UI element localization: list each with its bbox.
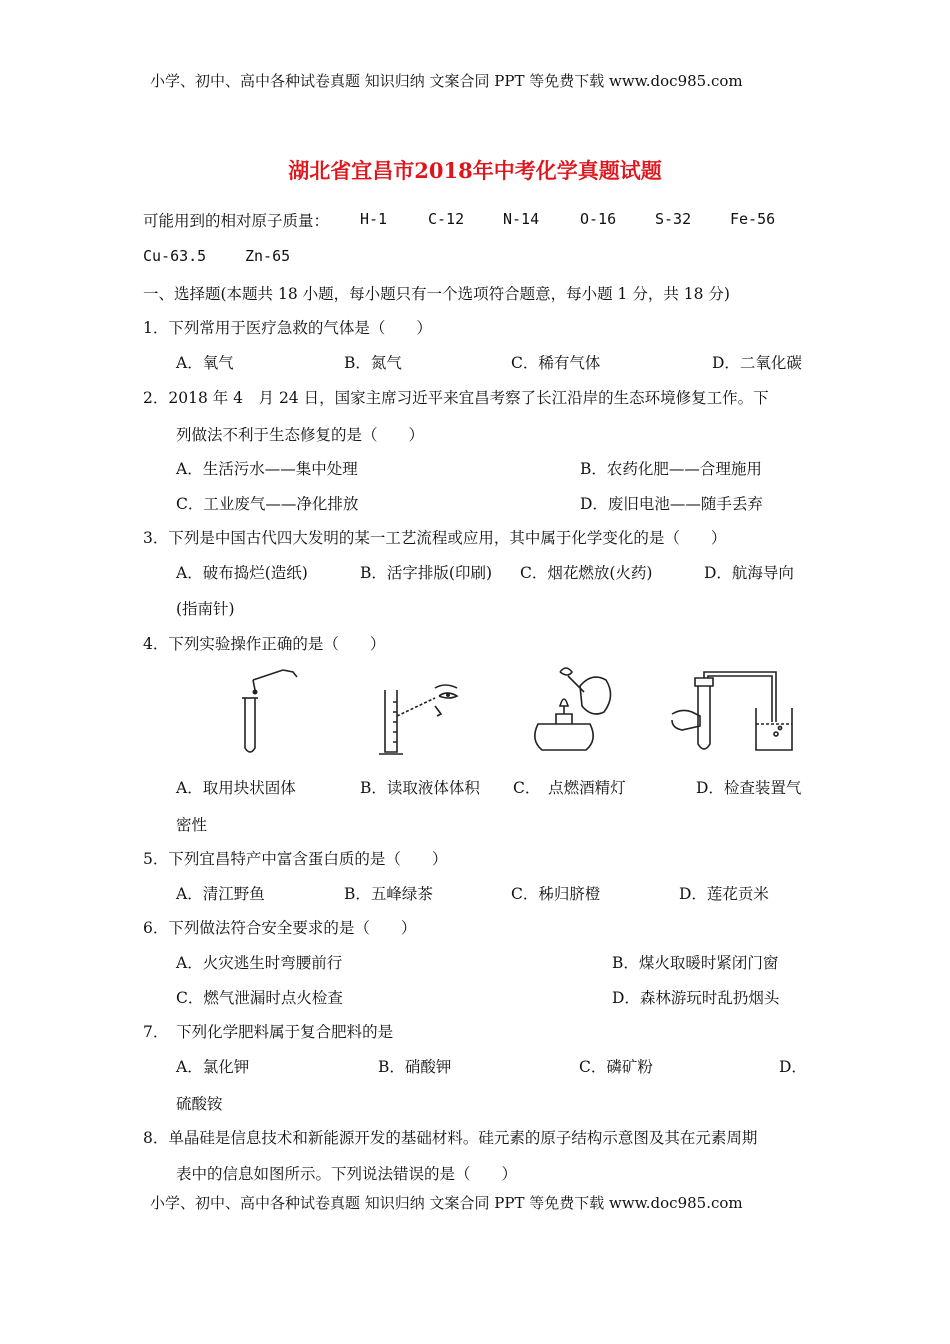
question-3-option-b[interactable]: B．活字排版(印刷) xyxy=(360,564,492,582)
question-2-option-d[interactable]: D．废旧电池——随手丢弃 xyxy=(580,495,763,513)
question-5-option-d[interactable]: D．莲花贡米 xyxy=(679,885,769,903)
question-2-stem: 2．2018 年 4 月 24 日，国家主席习近平来宜昌考察了长江沿岸的生态环境修复工作。下 xyxy=(143,389,769,407)
question-7-option-a[interactable]: A．氯化钾 xyxy=(176,1058,250,1076)
question-6-option-b[interactable]: B．煤火取暖时紧闭门窗 xyxy=(612,954,779,972)
page-title: 湖北省宜昌市2018年中考化学真题试题 xyxy=(288,158,662,183)
question-4-stem: 4．下列实验操作正确的是（ ） xyxy=(143,635,386,653)
page-footer: 小学、初中、高中各种试卷真题 知识归纳 文案合同 PPT 等免费下载 www.doc985.com xyxy=(150,1194,743,1212)
question-1-option-b[interactable]: B．氮气 xyxy=(344,354,402,372)
question-4-option-c[interactable]: C． 点燃酒精灯 xyxy=(513,779,626,797)
question-2-option-a[interactable]: A．生活污水——集中处理 xyxy=(176,460,358,478)
question-7-option-c[interactable]: C．磷矿粉 xyxy=(579,1058,653,1076)
question-2-option-c[interactable]: C．工业废气——净化排放 xyxy=(176,495,359,513)
question-1-option-c[interactable]: C．稀有气体 xyxy=(511,354,601,372)
question-4-option-d-cont: 密性 xyxy=(176,816,208,834)
question-4-option-a[interactable]: A．取用块状固体 xyxy=(176,779,296,797)
question-6-option-d[interactable]: D．森林游玩时乱扔烟头 xyxy=(612,989,780,1007)
page-header: 小学、初中、高中各种试卷真题 知识归纳 文案合同 PPT 等免费下载 www.doc985.com xyxy=(150,72,743,90)
airtightness-check-figure xyxy=(668,668,808,758)
atomic-mass-label: 可能用到的相对原子质量： xyxy=(143,212,330,230)
test-tube-solid-figure xyxy=(225,668,315,760)
question-3-option-d-cont: (指南针) xyxy=(176,600,235,618)
question-5-option-a[interactable]: A．清江野鱼 xyxy=(176,885,265,903)
alcohol-lamp-lighting-figure xyxy=(520,662,620,758)
question-1-option-d[interactable]: D．二氧化碳 xyxy=(712,354,802,372)
atomic-mass-item: C-12 xyxy=(428,210,465,228)
atomic-mass-item: Fe-56 xyxy=(730,210,776,228)
question-3-option-c[interactable]: C．烟花燃放(火药) xyxy=(520,564,653,582)
question-3-option-d[interactable]: D．航海导向 xyxy=(704,564,794,582)
question-3-option-a[interactable]: A．破布捣烂(造纸) xyxy=(176,564,308,582)
atomic-mass-item: S-32 xyxy=(655,210,692,228)
question-6-option-c[interactable]: C．燃气泄漏时点火检查 xyxy=(176,989,343,1007)
question-8-stem-cont: 表中的信息如图所示。下列说法错误的是（ ） xyxy=(176,1165,518,1183)
atomic-mass-item: N-14 xyxy=(503,210,540,228)
question-5-stem: 5．下列宜昌特产中富含蛋白质的是（ ） xyxy=(143,850,448,868)
question-4-option-d[interactable]: D．检查装置气 xyxy=(696,779,802,797)
question-4-option-b[interactable]: B．读取液体体积 xyxy=(360,779,480,797)
question-8-stem: 8．单晶硅是信息技术和新能源开发的基础材料。硅元素的原子结构示意图及其在元素周期 xyxy=(143,1129,758,1147)
question-2-stem-cont: 列做法不利于生态修复的是（ ） xyxy=(176,426,425,444)
question-7-option-b[interactable]: B．硝酸钾 xyxy=(378,1058,452,1076)
question-7-stem: 7． 下列化学肥料属于复合肥料的是 xyxy=(143,1023,394,1041)
atomic-mass-item: Zn-65 xyxy=(245,247,291,265)
question-3-stem: 3．下列是中国古代四大发明的某一工艺流程或应用，其中属于化学变化的是（ ） xyxy=(143,529,727,547)
atomic-mass-item: O-16 xyxy=(580,210,617,228)
graduated-cylinder-reading-figure xyxy=(375,668,485,760)
question-5-option-c[interactable]: C．秭归脐橙 xyxy=(511,885,601,903)
atomic-mass-item: Cu-63.5 xyxy=(143,247,207,265)
question-1-option-a[interactable]: A．氧气 xyxy=(176,354,234,372)
atomic-mass-item: H-1 xyxy=(360,210,388,228)
question-6-option-a[interactable]: A．火灾逃生时弯腰前行 xyxy=(176,954,343,972)
question-5-option-b[interactable]: B．五峰绿茶 xyxy=(344,885,433,903)
question-7-option-d-cont: 硫酸铵 xyxy=(176,1095,223,1113)
question-1-stem: 1．下列常用于医疗急救的气体是（ ） xyxy=(143,319,432,337)
question-6-stem: 6．下列做法符合安全要求的是（ ） xyxy=(143,919,417,937)
question-7-option-d[interactable]: D． xyxy=(779,1058,807,1076)
question-2-option-b[interactable]: B．农药化肥——合理施用 xyxy=(580,460,762,478)
section-heading: 一、选择题(本题共 18 小题，每小题只有一个选项符合题意，每小题 1 分，共 18 分) xyxy=(143,285,730,303)
